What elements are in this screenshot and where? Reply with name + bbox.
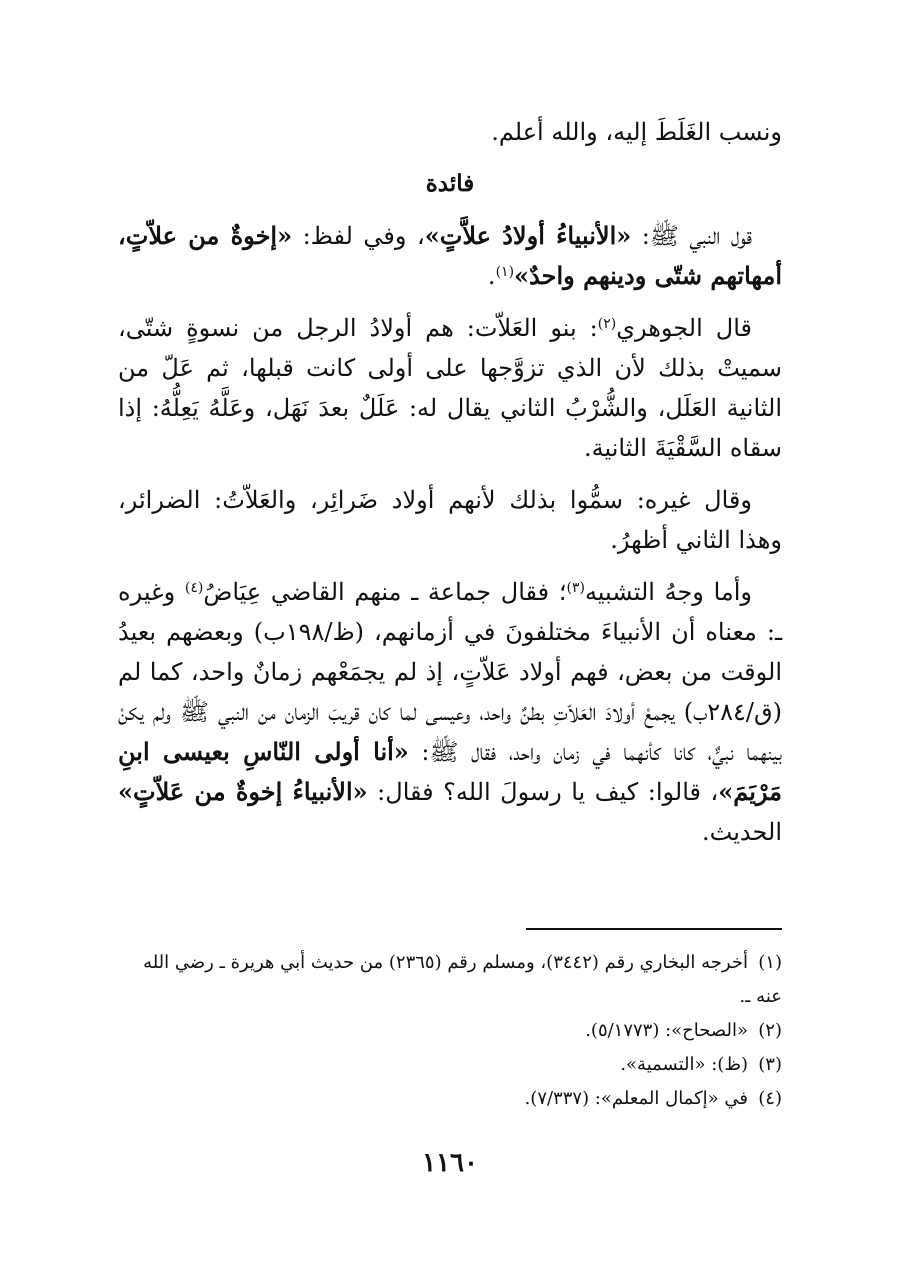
text-span: . — [487, 262, 496, 290]
footnote-ref: (٣) — [566, 580, 585, 596]
paragraph-other — [118, 480, 782, 560]
text-intro: ونسب الغَلَطَ إليه، والله أعلم. — [491, 118, 782, 146]
footnote-ref: (٢) — [597, 316, 617, 332]
hadith-quote: «الأنبياءُ إخوةٌ من عَلاّتٍ» — [118, 777, 368, 806]
text-span: ، وفي لفظ: — [292, 222, 425, 250]
paragraph-intro — [118, 112, 782, 152]
footnote-number: (٢) — [758, 1020, 782, 1041]
footnote-ref: (١) — [495, 264, 515, 280]
footnote-number: (١) — [758, 952, 782, 973]
text-span: وقال غيره: سمُّوا بذلك لأنهم أولاد ضَرائِر، والعَلاّتُ: الضرائر، وهذا الثاني أظهرُ. — [118, 486, 782, 554]
text-span: وغيره ـ: معناه أن الأنبياءَ مختلفونَ في أزمانهم، (ظ/١٩٨ب) وبعضهم بعيدُ الوقت من بعض، فهم أولاد عَلاّتٍ، إذ لم يجمَعْهم زمانٌ واحد، كما لم (ق/٢٨٤ب) يجمعْ أولادَ العَلاّتِ بطنٌ واحد، وعيسى لما كان قريبَ الزمان من النبي ﷺ ولم يكنْ بينهما نبيٌّ، كانا كأنهما في زمان واحد، فقال ﷺ: — [118, 578, 782, 766]
text-span: ؛ فقال جماعة ـ منهم القاضي عِيَاضُ — [203, 578, 567, 606]
footnote-ref: (٤) — [184, 580, 204, 596]
paragraph-jawhari — [118, 308, 782, 468]
footnote-2 — [118, 1014, 782, 1048]
footnote-3 — [118, 1048, 782, 1082]
footnote-text: في «إكمال المعلم»: (٧/٣٣٧). — [524, 1088, 748, 1109]
footnote-separator — [526, 928, 782, 930]
footnote-number: (٣) — [758, 1054, 782, 1075]
footnote-1 — [118, 946, 782, 1014]
footnote-number: (٤) — [758, 1088, 782, 1109]
paragraph-tashbih — [118, 572, 782, 852]
footnotes — [118, 946, 782, 1116]
footnote-4 — [118, 1082, 782, 1116]
footnote-text: أخرجه البخاري رقم (٣٤٤٢)، ومسلم رقم (٢٣٦٥) من حديث أبي هريرة ـ رضي الله عنه ـ. — [143, 952, 782, 1007]
text-span: وأما وجهُ التشبيه — [584, 578, 752, 606]
paragraph-hadith — [118, 216, 782, 296]
main-text — [118, 112, 782, 864]
text-span: قال الجوهري — [616, 314, 753, 342]
text-span: قول النبي ﷺ: — [631, 222, 753, 250]
page-number: ١١٦٠ — [422, 1148, 478, 1178]
text-span: الحديث. — [702, 818, 782, 846]
text-span: : بنو العَلاّت: هم أولادُ الرجل من نسوةٍ شتّى، سميتْ بذلك لأن الذي تزوَّجها على أولى كانت قبلها، ثم عَلّ من الثانية العَلَل، والشُّرْبُ الثاني يقال له: عَلَلٌ بعدَ نَهَل، وعَلَّهُ يَعِلُّهُ: إذا سقاه السَّقْيَةَ الثانية. — [118, 314, 782, 462]
hadith-quote: «إخوةٌ من علاّتٍ، أمهاتهم شتّى ودينهم واحدٌ» — [118, 221, 782, 290]
section-heading: فائدة — [425, 170, 475, 197]
text-span: ، قالوا: كيف يا رسولَ الله؟ فقال: — [367, 778, 719, 806]
footnote-text: (ظ): «التسمية». — [620, 1054, 748, 1075]
hadith-quote: «أنا أولى النّاسِ بعيسى ابنِ مَرْيَمَ» — [118, 737, 782, 806]
footnote-text: «الصحاح»: (٥/١٧٧٣). — [585, 1020, 748, 1041]
hadith-quote: «الأنبياءُ أولادُ علاَّتٍ» — [424, 221, 632, 250]
